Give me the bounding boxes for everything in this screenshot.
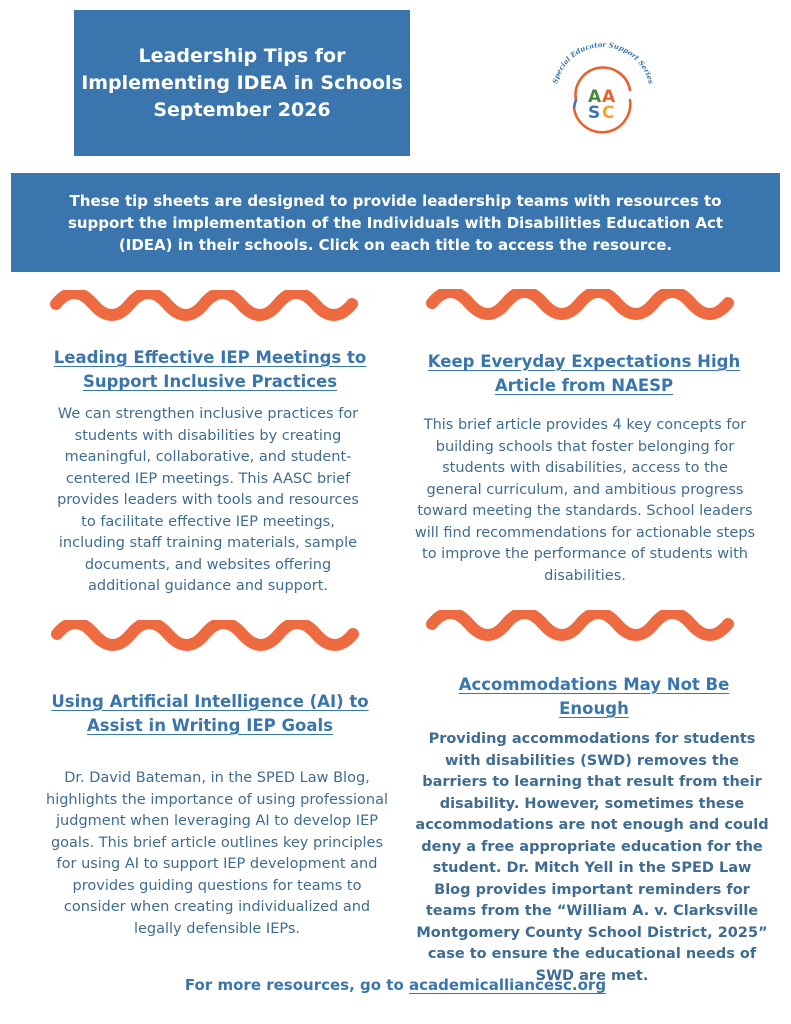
page-title-box	[74, 10, 410, 156]
resource-description-ai-iep-goals: Dr. David Bateman, in the SPED Law Blog, highlights the importance of using professional judgment when leveraging AI to develop IEP goals. This brief article outlines key principles for using AI to support IEP development and provides guiding questions for teams to consider when creating individualized and legally defensible IEPs.	[46, 770, 388, 937]
resource-title-line: Leading Effective IEP Meetings to	[53, 348, 367, 367]
footer	[0, 976, 791, 994]
resource-title-link-accommodations[interactable]	[404, 673, 784, 721]
resource-title-line: Article from NAESP	[494, 376, 674, 395]
page-title-line-3: September 2026	[153, 98, 331, 121]
intro-banner	[11, 173, 780, 272]
logo-letter-a1: A	[588, 87, 602, 107]
logo-ring-accent	[574, 100, 576, 108]
intro-text: These tip sheets are designed to provide leadership teams with resources to support the implementation of the Individuals with Disabilities Education Act (IDEA) in their schools. Click on each title to access the resource.	[67, 191, 724, 254]
resource-title-link-iep-meetings[interactable]	[30, 346, 390, 394]
logo-letter-c: C	[602, 103, 615, 123]
logo-letter-s: S	[588, 103, 601, 123]
footer-prefix: For more resources, go to	[184, 976, 409, 994]
resource-description-naesp-expectations: This brief article provides 4 key concepts for building schools that foster belonging for students with disabilities, access to the general curriculum, and ambitious progress toward meeting the standards. School leaders will find recommendations for actionable steps to improve the performance of students with disabilities.	[414, 417, 756, 584]
wave-divider	[45, 620, 377, 666]
resource-title-link-ai-iep-goals[interactable]	[30, 690, 390, 738]
aasc-logo	[548, 38, 658, 148]
logo-letter-a2: A	[602, 87, 616, 107]
footer-website-link[interactable]: academicalliancesc.org	[408, 976, 607, 994]
resource-title-link-naesp-expectations[interactable]	[404, 350, 764, 398]
wave-divider	[44, 290, 376, 336]
resource-title-line: Support Inclusive Practices	[82, 372, 338, 391]
page-title-line-2: Implementing IDEA in Schools	[81, 71, 403, 94]
page-title-line-1: Leadership Tips for	[138, 44, 346, 67]
resource-description-iep-meetings: We can strengthen inclusive practices for students with disabilities by creating meaningful, collaborative, and student-centered IEP meetings. This AASC brief provides leaders with tools and resources to facilitate effective IEP meetings, including staff training materials, sample documents, and websites offering additional guidance and support.	[57, 406, 359, 594]
wave-divider	[420, 610, 752, 656]
resource-title-line: Keep Everyday Expectations High	[427, 352, 741, 371]
resource-description-accommodations: Providing accommodations for students with disabilities (SWD) removes the barriers to learning that result from their disability. However, sometimes these accommodations are not enough and could deny a free appropriate education for the student. Dr. Mitch Yell in the SPED Law Blog provides important reminders for teams from the “William A. v. Clarksville Montgomery County School District, 2025” case to ensure the educational needs of SWD are met.	[415, 731, 769, 984]
resource-title-line: Using Artificial Intelligence (AI) to	[51, 692, 369, 711]
svg-text:Special Educator Support Serie	[550, 40, 656, 85]
wave-divider	[420, 289, 752, 335]
logo-series-text: Special Educator Support Series	[550, 39, 656, 85]
resource-title-line: Assist in Writing IEP Goals	[87, 716, 333, 735]
resource-title-line: Enough	[559, 699, 629, 718]
resource-title-line: Accommodations May Not Be	[458, 675, 730, 694]
